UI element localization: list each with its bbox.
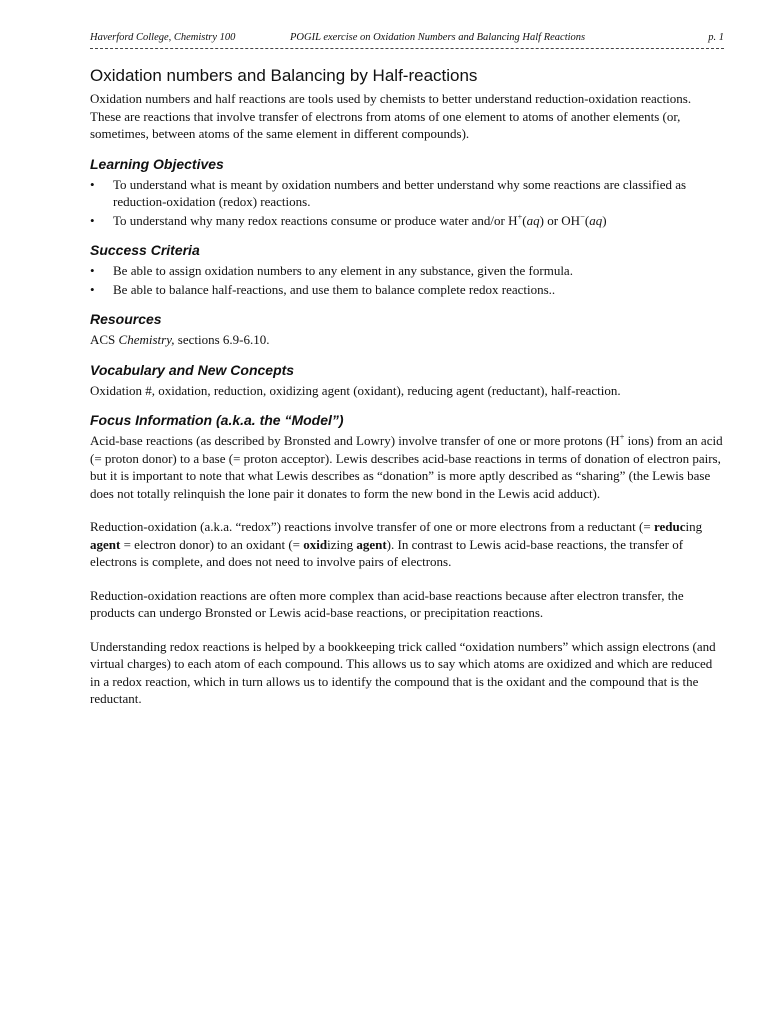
success-criteria-list <box>90 262 724 298</box>
superscript-plus: + <box>517 211 523 222</box>
list-item-text: To understand why many redox reactions consume or produce water and/or H <box>113 212 518 228</box>
superscript-plus: + <box>619 431 625 442</box>
bold-text: oxid <box>303 536 328 552</box>
resources-prefix: ACS <box>90 332 119 347</box>
list-item-text: ) <box>602 212 607 228</box>
header-page-number: p. 1 <box>708 32 724 43</box>
page-header <box>90 32 724 49</box>
vocabulary-heading: Vocabulary and New Concepts <box>90 361 295 378</box>
learning-objectives-list <box>90 176 724 230</box>
list-item-text: To understand what is meant by oxidation numbers and better understand why some reactions are classified as reduction-oxidation (redox) reactions. <box>113 176 687 209</box>
focus-information-heading: Focus Information (a.k.a. the “Model”) <box>90 412 344 428</box>
list-item <box>90 212 724 230</box>
superscript-minus: − <box>580 211 585 222</box>
list-item <box>90 281 724 299</box>
list-item-text: Be able to balance half-reactions, and use them to balance complete redox reactions.. <box>113 281 556 297</box>
bullet-icon: • <box>90 176 95 192</box>
header-exercise-title: POGIL exercise on Oxidation Numbers and Balancing Half Reactions <box>290 32 586 43</box>
list-item-text: ( <box>584 212 590 228</box>
resources-sections: sections 6.9-6.10. <box>174 332 270 347</box>
bullet-icon: • <box>90 281 95 297</box>
learning-objectives-heading: Learning Objectives <box>90 155 224 172</box>
aq-label: aq <box>589 212 603 228</box>
header-course: Haverford College, Chemistry 100 <box>90 32 236 43</box>
focus-paragraph-3: Reduction-oxidation reactions are often more complex than acid-base reactions because after electron transfer, the products can undergo Bronsted or Lewis acid-base reactions, or precipitation reactions. <box>90 587 684 620</box>
list-item-text: ( <box>522 212 527 228</box>
success-criteria-heading: Success Criteria <box>90 242 200 258</box>
list-item <box>90 176 724 211</box>
resources-book-title: Chemistry, <box>118 332 175 347</box>
list-item-text: Be able to assign oxidation numbers to any element in any substance, given the formula. <box>113 263 573 278</box>
bullet-icon: • <box>90 212 95 228</box>
document-page <box>90 32 724 708</box>
paragraph-text: Acid-base reactions (as described by Bronsted and Lowry) involve transfer of one or more protons (H <box>90 433 620 448</box>
paragraph-text: izing <box>327 536 357 552</box>
paragraph-text: ions) from an acid (= proton donor) to a base (= proton acceptor). Lewis describes acid-base reactions in terms of donation of electron pairs, but it is important to note that what Lewis describes as “donation” is more aptly described as “sharing” (the Lewis base does not totally relinquish the lone pair it donates to form the new bond in the Lewis acid adduct). <box>90 433 723 501</box>
bold-text: agent <box>356 536 387 552</box>
intro-paragraph: Oxidation numbers and half reactions are tools used by chemists to better understand reduction-oxidation reactions. These are reactions that involve transfer of electrons from atoms of one element to atoms of another elements (or, sometimes, between atoms of the same element in different compounds). <box>90 91 692 141</box>
paragraph-text: Reduction-oxidation (a.k.a. “redox”) reactions involve transfer of one or more electrons from a reductant (= <box>90 519 654 534</box>
resources-heading: Resources <box>90 311 162 327</box>
paragraph-text: ). In contrast to Lewis acid-base reactions, the transfer of electrons is complete, and does not need to involve pairs of electrons. <box>90 536 684 569</box>
aq-label: aq <box>526 212 540 228</box>
vocabulary-text: Oxidation #, oxidation, reduction, oxidizing agent (oxidant), reducing agent (reductant), half-reaction. <box>90 382 621 398</box>
bullet-icon: • <box>90 263 95 278</box>
list-item <box>90 262 724 280</box>
list-item-text: ) or OH <box>539 212 581 228</box>
focus-paragraph-2 <box>90 518 724 571</box>
focus-paragraph-4: Understanding redox reactions is helped by a bookkeeping trick called “oxidation numbers” which assign electrons (and virtual charges) to each atom of each compound. This allows us to say which atoms are oxidized and which are reduced in a redox reaction, which in turn allows us to identify the compound that is the oxidant and the compound that is the reductant. <box>90 638 716 706</box>
document-title: Oxidation numbers and Balancing by Half-reactions <box>90 66 478 85</box>
paragraph-text: = electron donor) to an oxidant (= <box>120 536 304 552</box>
focus-paragraph-1 <box>90 432 724 502</box>
bold-text: reduc <box>653 519 686 534</box>
paragraph-text: ing <box>685 519 703 534</box>
resources-text <box>90 331 724 349</box>
bold-text: agent <box>90 536 121 552</box>
